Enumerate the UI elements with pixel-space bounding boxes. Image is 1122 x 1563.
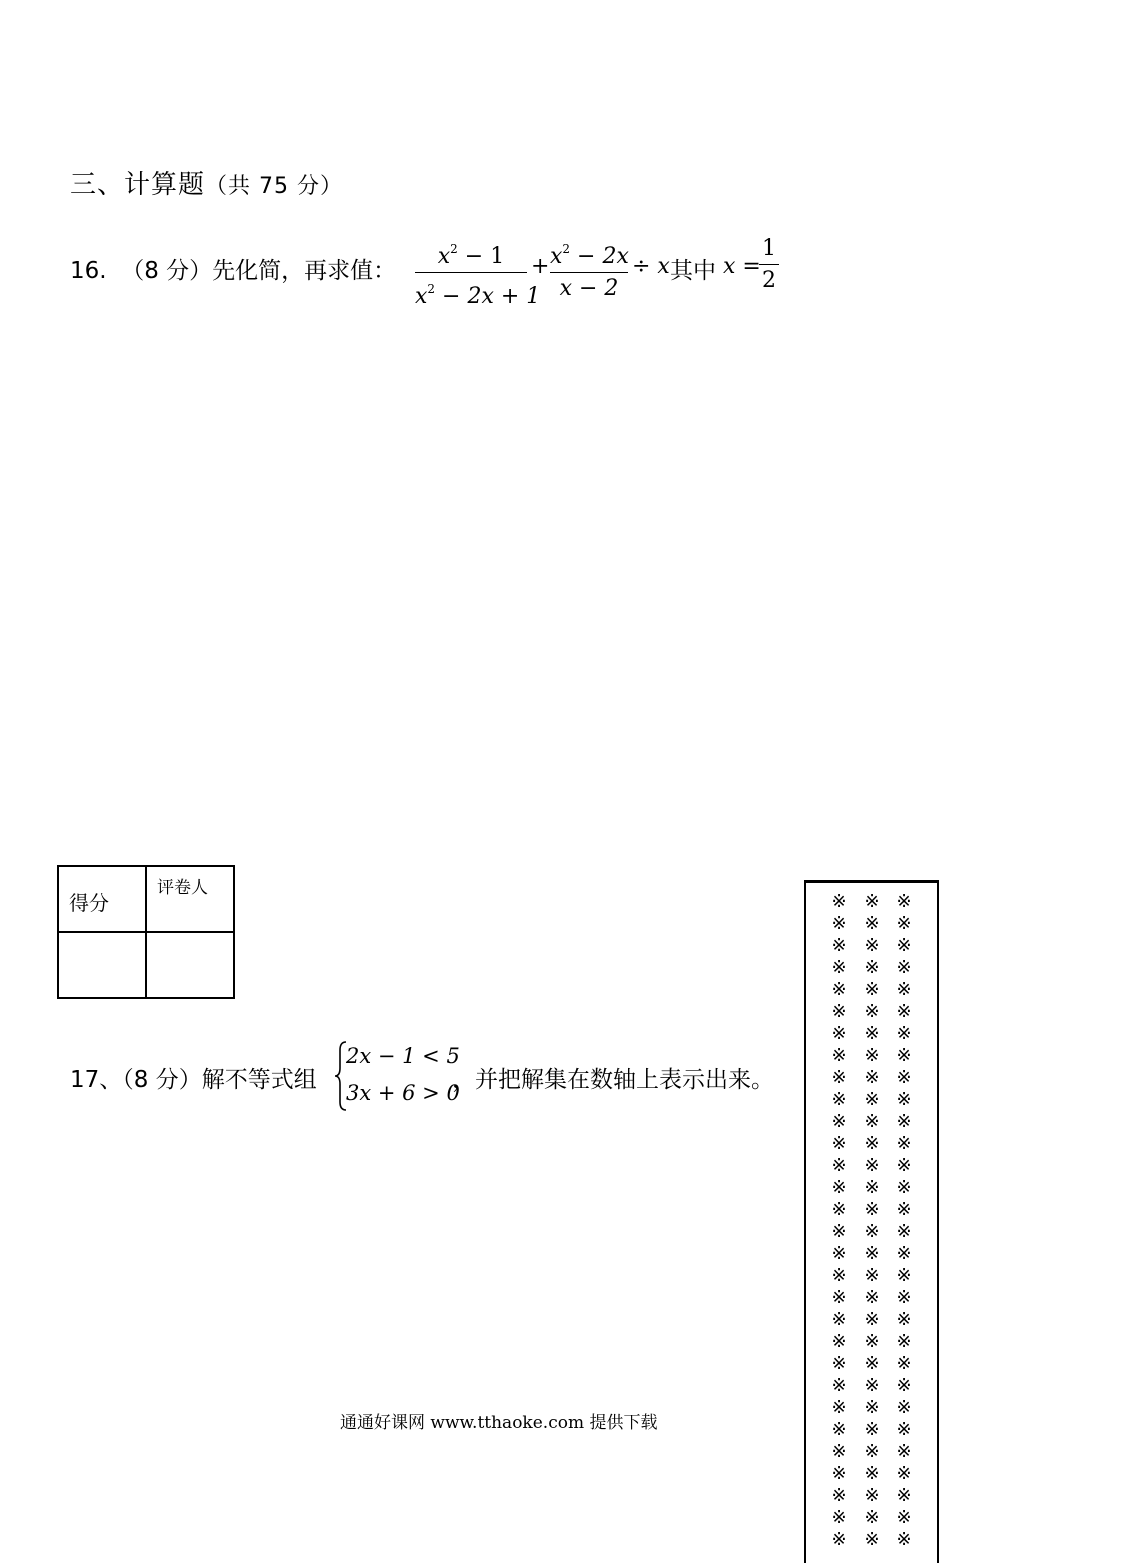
seal-column-3 [893, 891, 915, 1551]
seal-mark: ※ [864, 1485, 880, 1506]
seal-mark: ※ [864, 1199, 880, 1220]
q16-where: 其中 [670, 258, 716, 284]
seal-mark: ※ [831, 1023, 847, 1044]
section-points: （共 75 分） [205, 174, 343, 199]
seal-mark: ※ [896, 1397, 912, 1418]
grader-entry-cell[interactable] [146, 932, 234, 998]
seal-mark: ※ [864, 1001, 880, 1022]
seal-mark: ※ [831, 1111, 847, 1132]
seal-mark: ※ [896, 1089, 912, 1110]
seal-mark: ※ [896, 1023, 912, 1044]
score-label: 得分 [69, 891, 109, 915]
seal-mark: ※ [896, 1353, 912, 1374]
seal-mark: ※ [864, 1243, 880, 1264]
q16-plus: + [531, 254, 550, 279]
seal-mark: ※ [896, 1529, 912, 1550]
q16-fraction-1-denominator: $x^2 - 2x + 1$ [415, 282, 541, 309]
seal-mark: ※ [864, 1397, 880, 1418]
section-title [70, 164, 343, 201]
seal-mark: ※ [831, 1045, 847, 1066]
seal-mark: ※ [831, 1221, 847, 1242]
seal-mark: ※ [896, 979, 912, 1000]
seal-mark: ※ [864, 891, 880, 912]
seal-mark: ※ [831, 935, 847, 956]
seal-column-1 [828, 891, 850, 1551]
seal-mark: ※ [864, 979, 880, 1000]
seal-mark: ※ [831, 1375, 847, 1396]
seal-mark: ※ [896, 1309, 912, 1330]
q17-suffix: ，并把解集在数轴上表示出来。 [452, 1067, 774, 1093]
q16-prefix [70, 252, 396, 285]
seal-mark: ※ [864, 1111, 880, 1132]
seal-mark: ※ [896, 1177, 912, 1198]
seal-mark: ※ [864, 957, 880, 978]
seal-mark: ※ [831, 1529, 847, 1550]
seal-mark: ※ [864, 1067, 880, 1088]
seal-strip [804, 880, 939, 1563]
q16-fraction-2-numerator: $x^2 - 2x$ [550, 242, 629, 269]
seal-mark: ※ [864, 1089, 880, 1110]
seal-mark: ※ [831, 1155, 847, 1176]
seal-mark: ※ [831, 1309, 847, 1330]
seal-mark: ※ [864, 1463, 880, 1484]
seal-mark: ※ [831, 1133, 847, 1154]
q17-inequality-1: 2x − 1 < 5 [346, 1044, 460, 1068]
seal-mark: ※ [896, 1067, 912, 1088]
seal-mark: ※ [896, 1221, 912, 1242]
seal-mark: ※ [864, 1309, 880, 1330]
seal-mark: ※ [896, 891, 912, 912]
q16-fraction-3 [759, 234, 779, 297]
seal-mark: ※ [896, 1507, 912, 1528]
seal-mark: ※ [831, 1331, 847, 1352]
seal-mark: ※ [864, 1133, 880, 1154]
seal-mark: ※ [864, 1023, 880, 1044]
seal-mark: ※ [864, 1045, 880, 1066]
seal-column-2 [861, 891, 883, 1551]
seal-mark: ※ [896, 1331, 912, 1352]
seal-mark: ※ [831, 1441, 847, 1462]
score-entry-cell[interactable] [58, 932, 146, 998]
q16-instruction: （8 分）先化简，再求值： [121, 258, 397, 284]
seal-mark: ※ [896, 1485, 912, 1506]
q16-fraction-1-numerator: $x^2 - 1$ [437, 242, 505, 269]
seal-mark: ※ [896, 1001, 912, 1022]
seal-mark: ※ [864, 1507, 880, 1528]
seal-mark: ※ [831, 1067, 847, 1088]
q17-inequality-2: 3x + 6 > 0 [346, 1081, 460, 1105]
seal-mark: ※ [831, 1243, 847, 1264]
seal-mark: ※ [896, 1133, 912, 1154]
seal-mark: ※ [864, 1419, 880, 1440]
seal-mark: ※ [831, 1199, 847, 1220]
grader-label-cell [146, 866, 234, 932]
seal-mark: ※ [864, 1221, 880, 1242]
seal-mark: ※ [831, 1397, 847, 1418]
seal-mark: ※ [864, 935, 880, 956]
seal-mark: ※ [831, 891, 847, 912]
score-label-cell [58, 866, 146, 932]
seal-mark: ※ [864, 1353, 880, 1374]
seal-mark: ※ [896, 1463, 912, 1484]
seal-mark: ※ [896, 1287, 912, 1308]
seal-mark: ※ [896, 1375, 912, 1396]
seal-mark: ※ [864, 913, 880, 934]
seal-mark: ※ [831, 913, 847, 934]
seal-mark: ※ [864, 1331, 880, 1352]
seal-mark: ※ [831, 957, 847, 978]
q16-fraction-3-denominator: 2 [762, 268, 776, 293]
q17-prefix: 17、（8 分）解不等式组 [70, 1067, 317, 1093]
seal-mark: ※ [831, 1089, 847, 1110]
seal-mark: ※ [896, 1441, 912, 1462]
seal-mark: ※ [896, 913, 912, 934]
seal-mark: ※ [864, 1287, 880, 1308]
seal-mark: ※ [831, 1507, 847, 1528]
seal-mark: ※ [896, 1045, 912, 1066]
seal-mark: ※ [831, 1353, 847, 1374]
seal-mark: ※ [896, 1155, 912, 1176]
seal-mark: ※ [864, 1155, 880, 1176]
seal-mark: ※ [831, 1177, 847, 1198]
q16-divide: ÷ x [632, 254, 670, 279]
footer-text: 通通好课网 www.tthaoke.com 提供下载 [340, 1413, 658, 1433]
seal-mark: ※ [864, 1265, 880, 1286]
seal-mark: ※ [831, 1485, 847, 1506]
q16-fraction-1 [415, 234, 541, 313]
q16-number: 16. [70, 258, 107, 284]
seal-mark: ※ [896, 1419, 912, 1440]
seal-mark: ※ [831, 1419, 847, 1440]
seal-mark: ※ [831, 1265, 847, 1286]
seal-mark: ※ [896, 1243, 912, 1264]
q16-fraction-2 [550, 234, 628, 305]
seal-mark: ※ [831, 979, 847, 1000]
seal-mark: ※ [864, 1177, 880, 1198]
section-title-text: 三、计算题 [70, 170, 206, 200]
seal-mark: ※ [831, 1001, 847, 1022]
seal-mark: ※ [831, 1463, 847, 1484]
seal-mark: ※ [896, 1111, 912, 1132]
seal-mark: ※ [864, 1529, 880, 1550]
seal-mark: ※ [896, 935, 912, 956]
seal-mark: ※ [896, 1199, 912, 1220]
q16-fraction-2-denominator: x − 2 [559, 276, 619, 301]
seal-mark: ※ [831, 1287, 847, 1308]
score-table [57, 865, 235, 999]
q16-variable: x = [723, 254, 761, 279]
grader-label: 评卷人 [157, 878, 208, 898]
q16-fraction-3-numerator: 1 [762, 236, 776, 261]
seal-mark: ※ [864, 1441, 880, 1462]
seal-mark: ※ [896, 1265, 912, 1286]
seal-mark: ※ [896, 957, 912, 978]
seal-mark: ※ [864, 1375, 880, 1396]
